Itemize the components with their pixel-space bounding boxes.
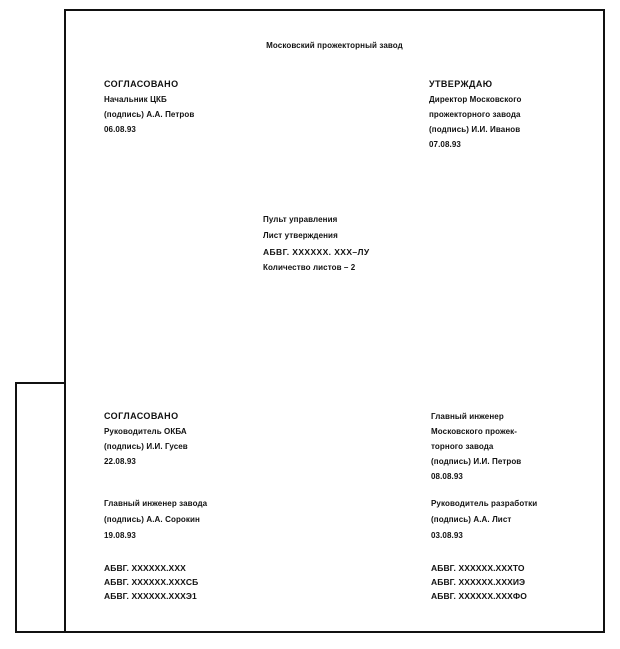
approver-signature: (подпись) А.А. Сорокин <box>104 515 200 524</box>
approval-block-bottom-left-1 <box>104 409 188 469</box>
approver-signature: (подпись) А.А. Петров <box>104 110 195 119</box>
approval-date: 07.08.93 <box>429 140 461 149</box>
approver-signature: (подпись) И.И. Гусев <box>104 442 188 451</box>
product-name: Пульт управления <box>263 215 338 224</box>
approval-heading: СОГЛАСОВАНО <box>104 79 179 89</box>
document-code: АБВГ. XXXXXX.XXX <box>104 563 186 573</box>
document-codes-right <box>431 561 527 603</box>
binding-stub <box>15 382 66 633</box>
approver-position-line2: прожекторного завода <box>429 110 521 119</box>
approver-position-line1: Директор Московского <box>429 95 522 104</box>
approval-date: 03.08.93 <box>431 531 463 540</box>
document-code: АБВГ. XXXXXX.XXXСБ <box>104 577 199 587</box>
approval-block-bottom-right-1 <box>431 409 521 484</box>
approval-date: 08.08.93 <box>431 472 463 481</box>
approval-block-top-left <box>104 77 194 137</box>
document-code: АБВГ. XXXXXX.XXXФО <box>431 591 527 601</box>
approver-position: Руководитель разработки <box>431 499 538 508</box>
document-codes-left <box>104 561 198 603</box>
approver-position: Руководитель ОКБА <box>104 427 187 436</box>
approver-position: Главный инженер завода <box>104 499 208 508</box>
document-designation: АБВГ. XXXXXX. XXX–ЛУ <box>263 247 370 257</box>
document-code: АБВГ. XXXXXX.XXXИЭ <box>431 577 526 587</box>
approver-signature: (подпись) А.А. Лист <box>431 515 512 524</box>
approval-block-top-right <box>429 77 522 152</box>
approval-date: 22.08.93 <box>104 457 136 466</box>
approver-signature: (подпись) И.И. Иванов <box>429 125 521 134</box>
approval-heading: СОГЛАСОВАНО <box>104 411 179 421</box>
document-identity-block <box>263 212 370 276</box>
approval-date: 06.08.93 <box>104 125 136 134</box>
approver-position-line2: Московского прожек- <box>431 427 518 436</box>
document-code: АБВГ. XXXXXX.XXXЭ1 <box>104 591 197 601</box>
approver-signature: (подпись) И.И. Петров <box>431 457 522 466</box>
approver-position-line1: Главный инженер <box>431 412 504 421</box>
approver-position-line3: торного завода <box>431 442 494 451</box>
approval-block-bottom-left-2 <box>104 496 207 544</box>
approval-heading: УТВЕРЖДАЮ <box>429 79 493 89</box>
document-page <box>64 9 605 633</box>
sheet-count: Количество листов – 2 <box>263 263 356 272</box>
approval-block-bottom-right-2 <box>431 496 537 544</box>
sheet-type: Лист утверждения <box>263 231 338 240</box>
approver-position: Начальник ЦКБ <box>104 95 167 104</box>
document-code: АБВГ. XXXXXX.XXXТО <box>431 563 525 573</box>
approval-date: 19.08.93 <box>104 531 136 540</box>
organization-title: Московский прожекторный завод <box>266 41 403 50</box>
